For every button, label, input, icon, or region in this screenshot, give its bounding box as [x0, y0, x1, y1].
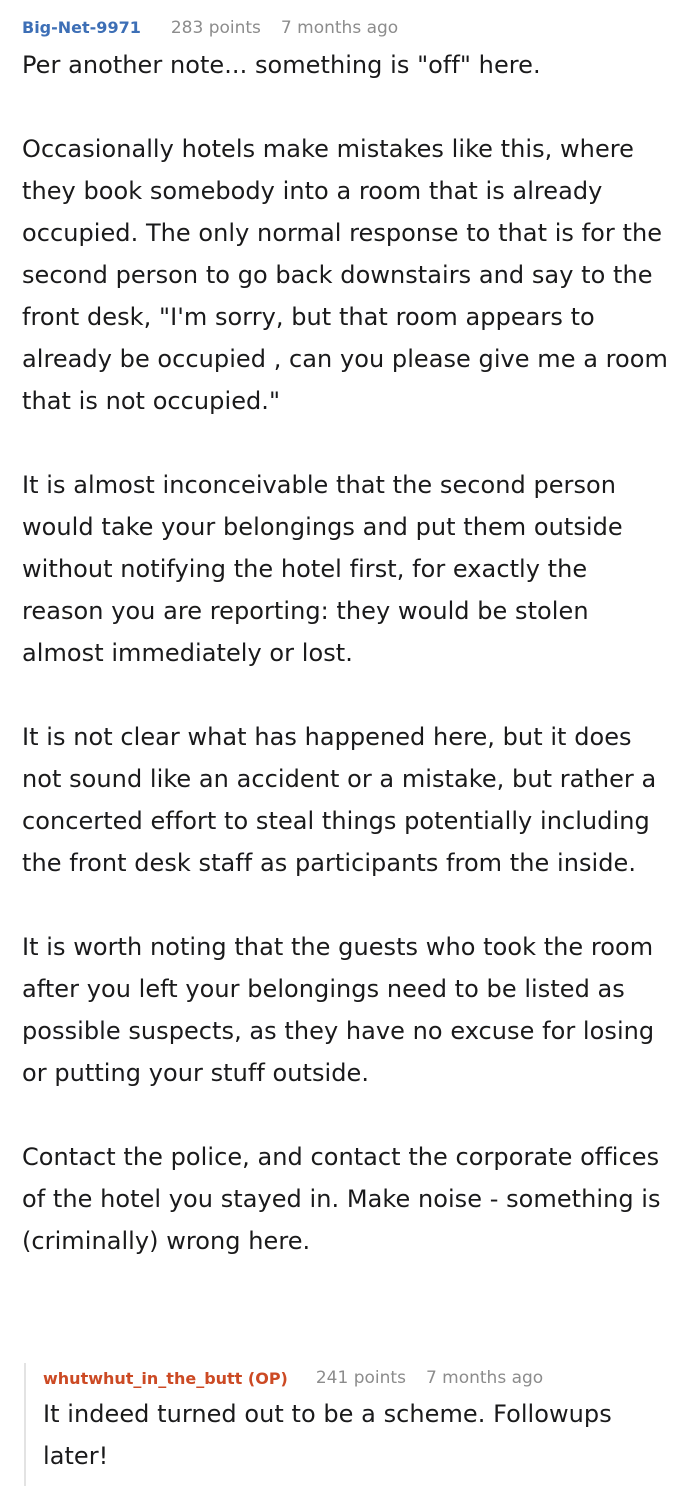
reply-author-link[interactable]: whutwhut_in_the_butt (OP) — [43, 1368, 288, 1388]
comment-paragraph: It is not clear what has happened here, but it does not sound like an accident or a mistake, but rather a concerted effort to steal things potentially including the front desk staff as participants from the inside. — [22, 723, 657, 877]
comment-paragraph: Contact the police, and contact the corporate offices of the hotel you stayed in. Make noise - something is (criminally) wrong here. — [22, 1143, 661, 1255]
reply-comment — [24, 1363, 674, 1486]
comment-paragraph: Per another note... something is "off" here. — [22, 51, 541, 79]
comment-points: 283 points — [170, 18, 261, 38]
reply-timestamp: 7 months ago — [425, 1368, 544, 1388]
reply-body — [43, 1393, 674, 1477]
comment-paragraph: Occasionally hotels make mistakes like this, where they book somebody into a room that is already occupied. The only normal response to that is for the second person to go back downstairs and say to the front desk, "I'm sorry, but that room appears to already be occupied , can you please give me a room that is not occupied." — [22, 135, 668, 415]
reply-points: 241 points — [315, 1368, 406, 1388]
comment-meta — [22, 18, 672, 44]
comment — [22, 18, 672, 1262]
comment-author-link[interactable]: Big-Net-9971 — [22, 18, 141, 37]
comment-body — [22, 44, 672, 1262]
reply-meta — [43, 1363, 674, 1393]
comment-paragraph: It is almost inconceivable that the second person would take your belongings and put them outside without notifying the hotel first, for exactly the reason you are reporting: they would be stolen almost immediately or lost. — [22, 471, 623, 667]
reply-text: It indeed turned out to be a scheme. Followups later! — [43, 1400, 612, 1470]
comment-timestamp: 7 months ago — [280, 18, 399, 38]
comment-paragraph: It is worth noting that the guests who took the room after you left your belongings need to be listed as possible suspects, as they have no excuse for losing or putting your stuff outside. — [22, 933, 655, 1087]
